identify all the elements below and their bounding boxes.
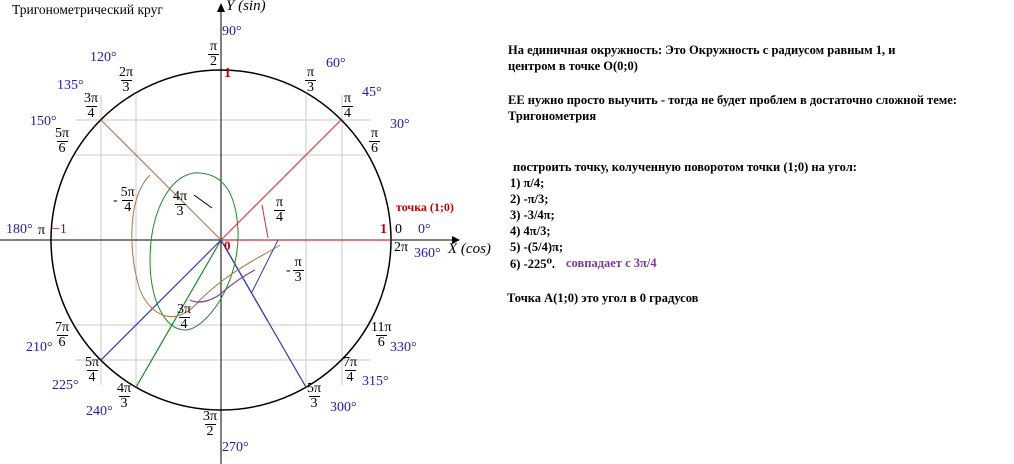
panel-point-a-note: Точка A(1;0) это угол в 0 градусов bbox=[507, 291, 699, 305]
panel-definition-line1: На единичная окружность: Это Окружность с радиусом равным 1, и bbox=[508, 43, 896, 57]
angle-30-radian-denominator: 6 bbox=[371, 141, 378, 156]
angle-225-radian-numerator: 5π bbox=[85, 355, 100, 370]
angle-45-radian-numerator: π bbox=[343, 91, 352, 106]
minus-one-label: −1 bbox=[52, 222, 67, 237]
angle-90-radian-numerator: π bbox=[209, 39, 218, 54]
angle-135-radian-fraction bbox=[83, 92, 99, 121]
ray-135 bbox=[101, 120, 221, 240]
angle-225-degree-label: 225° bbox=[52, 378, 79, 393]
inner-neg-pi3-denominator: 3 bbox=[294, 270, 302, 285]
arc-purple-3pi4 bbox=[190, 270, 255, 302]
angle-300-degree-label: 300° bbox=[330, 400, 357, 415]
angle-240-radian-denominator: 3 bbox=[120, 396, 128, 411]
inner-4pi3-fraction bbox=[172, 190, 188, 219]
inner-neg-pi3-sign: - bbox=[286, 262, 291, 278]
angle-240-degree-label: 240° bbox=[86, 404, 113, 419]
two-pi-label: 2π bbox=[394, 240, 409, 255]
angle-60-radian-fraction bbox=[305, 66, 316, 95]
angle-315-radian-denominator: 4 bbox=[346, 370, 354, 385]
angle-60-degree-label: 60° bbox=[326, 56, 346, 71]
angle-90-degree-label: 90° bbox=[222, 24, 242, 39]
angle-180-degree-label: 180° bbox=[6, 222, 33, 237]
inner-neg-5pi4-denominator: 4 bbox=[124, 200, 132, 215]
angle-30-degree-label: 30° bbox=[390, 117, 410, 132]
angle-120-radian-denominator: 3 bbox=[122, 80, 130, 95]
x-axis-label: X (cos) bbox=[448, 241, 491, 257]
inner-neg-pi3-numerator: π bbox=[294, 255, 302, 270]
page-title: Тригонометрический круг bbox=[12, 2, 163, 17]
angle-240-radian-fraction bbox=[116, 382, 132, 411]
angle-240-radian-numerator: 4π bbox=[117, 381, 132, 396]
angle-150-radian-numerator: 5π bbox=[55, 126, 70, 141]
angle-360-degree-label: 360° bbox=[414, 246, 441, 261]
y-axis-arrow bbox=[217, 3, 225, 12]
angle-45-radian-denominator: 4 bbox=[344, 106, 351, 121]
angle-210-degree-label: 210° bbox=[26, 340, 53, 355]
angle-60-radian-numerator: π bbox=[306, 65, 315, 80]
inner-neg-pi3-fraction bbox=[286, 256, 304, 285]
point-1-0-label: точка (1;0) bbox=[396, 200, 454, 214]
angle-210-radian-denominator: 6 bbox=[58, 335, 66, 350]
panel-item-3: 3) -3/4π; bbox=[510, 208, 555, 222]
panel-learn-line1: ЕЕ нужно просто выучить - тогда не будет проблем в достаточно сложной теме: bbox=[508, 93, 957, 107]
panel-learn-line2: Тригонометрия bbox=[508, 109, 597, 123]
angle-315-radian-numerator: 7π bbox=[343, 355, 358, 370]
angle-150-radian-denominator: 6 bbox=[58, 141, 66, 156]
angle-270-degree-label: 270° bbox=[222, 440, 249, 455]
angle-300-radian-fraction bbox=[306, 382, 322, 411]
angle-120-radian-fraction bbox=[118, 66, 134, 95]
angle-0-degree-label: 0° bbox=[418, 222, 431, 237]
angle-30-radian-numerator: π bbox=[370, 126, 379, 141]
inner-pi4-numerator: π bbox=[275, 195, 284, 210]
angle-45-radian-fraction bbox=[342, 92, 353, 121]
angle-330-radian-denominator: 6 bbox=[377, 335, 385, 350]
panel-definition-line2: центром в точке O(0;0) bbox=[508, 59, 638, 73]
angle-150-degree-label: 150° bbox=[30, 114, 57, 129]
one-top-label: 1 bbox=[224, 66, 231, 81]
angle-90-radian-fraction bbox=[208, 40, 219, 69]
angle-135-radian-denominator: 4 bbox=[87, 106, 95, 121]
angle-270-radian-numerator: 3π bbox=[203, 409, 218, 424]
inner-4pi3-denominator: 3 bbox=[176, 204, 184, 219]
angle-120-radian-numerator: 2π bbox=[119, 65, 134, 80]
inner-3pi4-numerator: 3π bbox=[177, 302, 192, 317]
one-right-label: 1 bbox=[380, 222, 387, 237]
angle-210-radian-fraction bbox=[54, 321, 70, 350]
angle-315-radian-fraction bbox=[342, 356, 358, 385]
ray-225 bbox=[101, 240, 221, 360]
angle-225-radian-denominator: 4 bbox=[88, 370, 96, 385]
inner-neg-5pi4-sign: - bbox=[113, 192, 118, 208]
angle-300-radian-denominator: 3 bbox=[310, 396, 318, 411]
arc-red-pi4 bbox=[262, 205, 268, 238]
inner-pi4-denominator: 4 bbox=[276, 210, 283, 225]
angle-45-degree-label: 45° bbox=[362, 85, 382, 100]
origin-label: 0 bbox=[224, 238, 231, 253]
panel-item-2: 2) -π/3; bbox=[510, 192, 549, 206]
angle-270-radian-denominator: 2 bbox=[206, 424, 214, 439]
arc-blue-neg-pi3 bbox=[252, 240, 278, 292]
angle-135-degree-label: 135° bbox=[57, 78, 84, 93]
angle-300-radian-numerator: 5π bbox=[307, 381, 322, 396]
inner-3pi4-fraction bbox=[176, 303, 192, 332]
panel-item-6: 6) -225⁰. bbox=[510, 257, 556, 271]
panel-coincide-note: совпадает с 3π/4 bbox=[566, 256, 657, 270]
angle-150-radian-fraction bbox=[54, 127, 70, 156]
angle-330-radian-fraction bbox=[370, 321, 393, 350]
panel-item-5: 5) -(5/4)π; bbox=[510, 240, 564, 254]
angle-90-radian-denominator: 2 bbox=[210, 54, 217, 69]
angle-330-degree-label: 330° bbox=[390, 340, 417, 355]
angle-330-radian-numerator: 11π bbox=[371, 320, 392, 335]
y-axis-label: Y (sin) bbox=[226, 0, 266, 14]
angle-60-radian-denominator: 3 bbox=[307, 80, 314, 95]
angle-270-radian-fraction bbox=[202, 410, 218, 439]
inner-3pi4-denominator: 4 bbox=[180, 317, 188, 332]
angle-120-degree-label: 120° bbox=[90, 50, 117, 65]
angle-225-radian-fraction bbox=[84, 356, 100, 385]
inner-pi4-fraction bbox=[274, 196, 285, 225]
angle-315-degree-label: 315° bbox=[362, 374, 389, 389]
inner-neg-5pi4-fraction bbox=[113, 186, 136, 215]
panel-task: построить точку, колученную поворотом точки (1;0) на угол: bbox=[513, 160, 857, 174]
zero-right-label: 0 bbox=[395, 222, 402, 237]
pi-label: π bbox=[38, 223, 46, 238]
panel-item-1: 1) π/4; bbox=[510, 176, 545, 190]
inner-4pi3-numerator: 4π bbox=[173, 189, 188, 204]
angle-135-radian-numerator: 3π bbox=[84, 91, 99, 106]
angle-210-radian-numerator: 7π bbox=[55, 320, 70, 335]
inner-neg-5pi4-numerator: 5π bbox=[120, 185, 135, 200]
small-tick bbox=[194, 195, 212, 208]
panel-item-4: 4) 4π/3; bbox=[510, 224, 551, 238]
angle-30-radian-fraction bbox=[369, 127, 380, 156]
